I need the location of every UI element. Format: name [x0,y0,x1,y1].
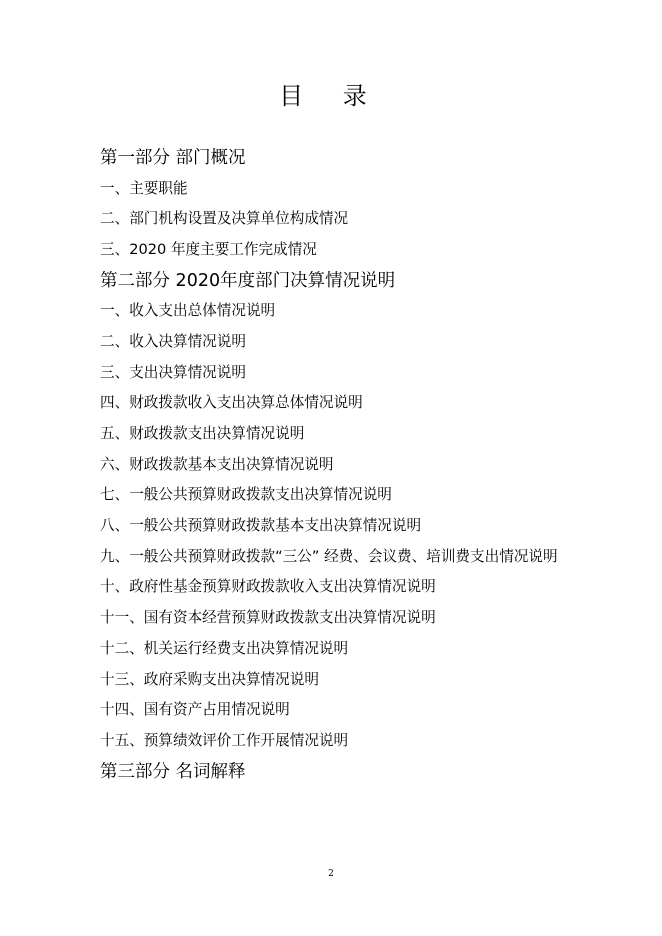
page-number: 2 [328,869,334,879]
toc-item: 十二、机关运行经费支出决算情况说明 [100,639,349,657]
toc-item: 十五、预算绩效评价工作开展情况说明 [100,731,349,749]
toc-item: 九、一般公共预算财政拨款“三公” 经费、会议费、培训费支出情况说明 [100,547,558,565]
toc-item: 三、支出决算情况说明 [100,363,246,381]
toc-part-3: 第三部分 名词解释 [100,761,246,782]
toc-item: 五、财政拨款支出决算情况说明 [100,424,305,442]
toc-part-1: 第一部分 部门概况 [100,148,246,168]
toc-item: 十一、国有资本经营预算财政拨款支出决算情况说明 [100,609,436,627]
toc-item: 十、政府性基金预算财政拨款收入支出决算情况说明 [100,578,436,596]
toc-item: 二、部门机构设置及决算单位构成情况 [100,210,349,228]
toc-item: 十三、政府采购支出决算情况说明 [100,670,319,688]
toc-item: 七、一般公共预算财政拨款支出决算情况说明 [100,486,392,504]
toc-item: 一、主要职能 [100,179,188,197]
toc-item: 六、财政拨款基本支出决算情况说明 [100,455,334,473]
toc-part-2: 第二部分 2020年度部门决算情况说明 [100,270,396,291]
toc-item: 二、收入决算情况说明 [100,332,246,350]
toc-item: 十四、国有资产占用情况说明 [100,701,290,719]
toc-item: 三、2020 年度主要工作完成情况 [100,240,317,258]
table-of-contents [100,143,570,787]
toc-item: 四、财政拨款收入支出决算总体情况说明 [100,394,363,412]
toc-item: 八、一般公共预算财政拨款基本支出决算情况说明 [100,517,422,535]
page-title: 目 录 [279,82,383,110]
toc-item: 一、收入支出总体情况说明 [100,302,276,320]
